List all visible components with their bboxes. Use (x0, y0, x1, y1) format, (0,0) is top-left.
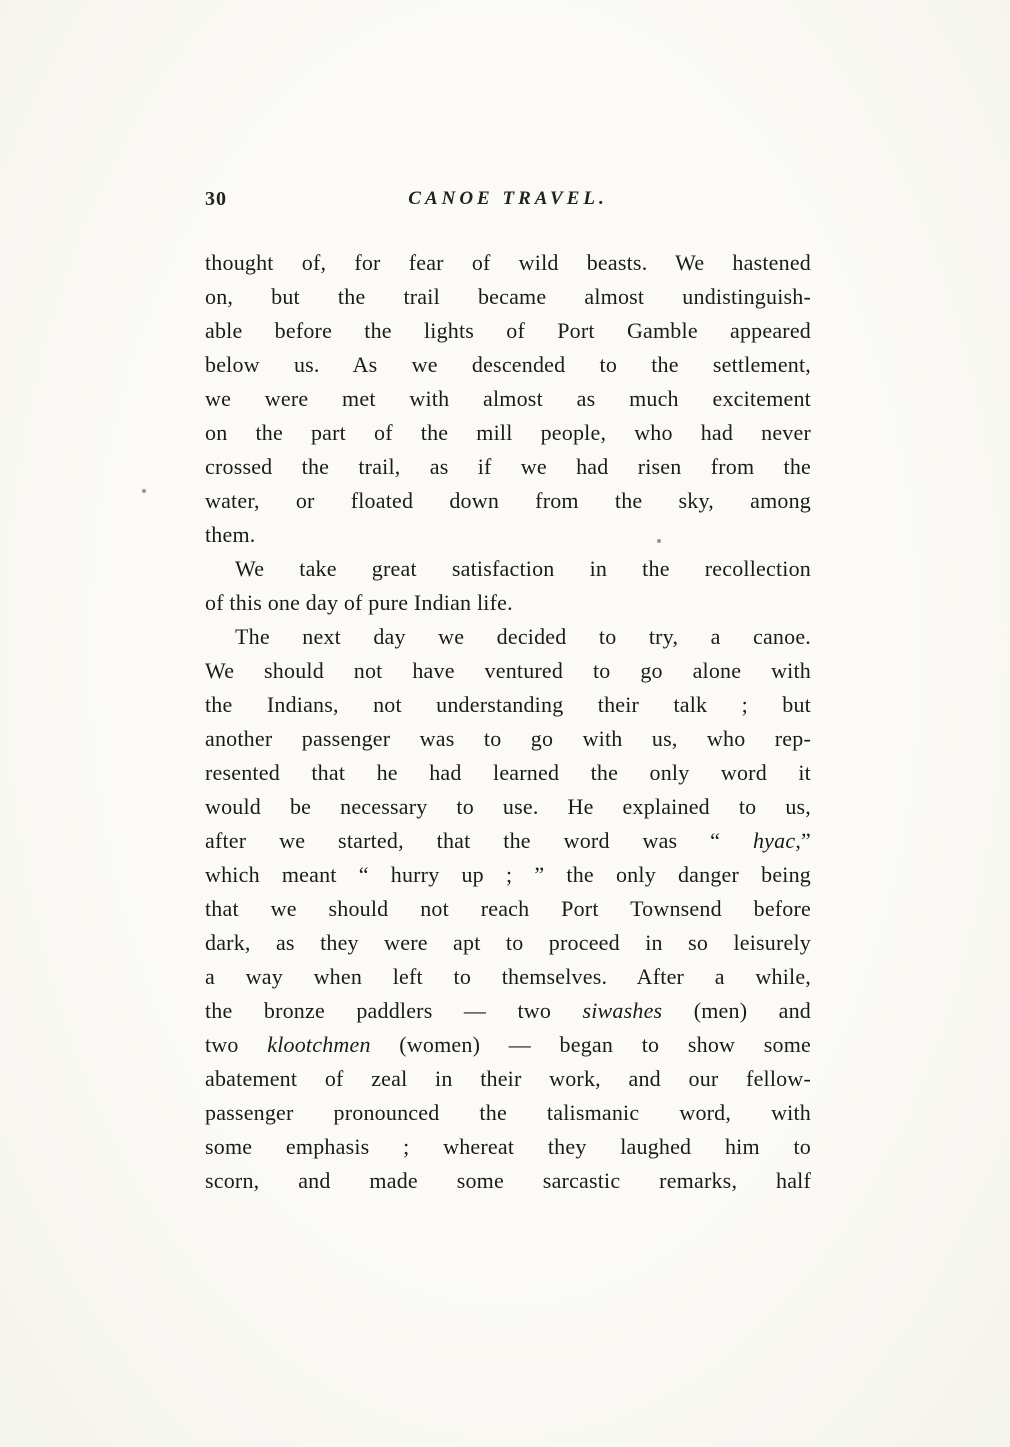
scan-artifact (657, 539, 661, 543)
text-line (205, 484, 811, 518)
text-line (205, 586, 811, 620)
plain-text: we were met with almost as much excitement (205, 386, 811, 411)
italic-text: hyac (752, 828, 796, 853)
page-number: 30 (205, 188, 227, 210)
plain-text: which meant “ hurry up ; ” the only danger being (205, 862, 811, 887)
plain-text: (women) — began to show some (370, 1032, 811, 1057)
text-line (205, 722, 811, 756)
text-line (205, 994, 811, 1028)
text-line (205, 620, 811, 654)
plain-text: dark, as they were apt to proceed in so leisurely (205, 930, 811, 955)
plain-text: the Indians, not understanding their talk ; but (205, 692, 811, 717)
text-line (205, 824, 811, 858)
text-line (205, 1062, 811, 1096)
text-line (205, 246, 811, 280)
plain-text: that we should not reach Port Townsend before (205, 896, 811, 921)
text-line (205, 348, 811, 382)
plain-text: passenger pronounced the talismanic word, with (205, 1100, 811, 1125)
plain-text: thought of, for fear of wild beasts. We hastened (205, 250, 811, 275)
text-line (205, 926, 811, 960)
plain-text: scorn, and made some sarcastic remarks, half (205, 1168, 811, 1193)
text-line (205, 790, 811, 824)
plain-text: would be necessary to use. He explained to us, (205, 794, 811, 819)
text-line (205, 1164, 811, 1198)
italic-text: klootchmen (267, 1032, 371, 1057)
plain-text: on, but the trail became almost undistinguish- (205, 284, 811, 309)
running-title: CANOE TRAVEL. (408, 188, 608, 209)
plain-text: water, or floated down from the sky, among (205, 488, 811, 513)
plain-text: them. (205, 522, 256, 547)
text-line (205, 756, 811, 790)
text-line (205, 450, 811, 484)
plain-text: after we started, that the word was “ (205, 828, 753, 853)
text-line (205, 892, 811, 926)
page-header (205, 188, 811, 214)
text-line (205, 1096, 811, 1130)
plain-text: (men) and (662, 998, 812, 1023)
plain-text: abatement of zeal in their work, and our fellow- (205, 1066, 811, 1091)
plain-text: two (205, 1032, 268, 1057)
plain-text: able before the lights of Port Gamble appeared (205, 318, 811, 343)
plain-text: below us. As we descended to the settlement, (205, 352, 811, 377)
plain-text: crossed the trail, as if we had risen from the (205, 454, 811, 479)
text-line (205, 654, 811, 688)
text-line (205, 1130, 811, 1164)
text-line (205, 416, 811, 450)
plain-text: of this one day of pure Indian life. (205, 590, 513, 615)
text-line (205, 1028, 811, 1062)
text-line (205, 518, 811, 552)
body-text (205, 246, 811, 1198)
plain-text: We should not have ventured to go alone with (205, 658, 811, 683)
plain-text: the bronze paddlers — two (205, 998, 583, 1023)
italic-text: siwashes (582, 998, 663, 1023)
plain-text: ,” (795, 828, 811, 853)
text-line (205, 688, 811, 722)
plain-text: resented that he had learned the only word it (205, 760, 811, 785)
text-line (205, 314, 811, 348)
plain-text: We take great satisfaction in the recollection (235, 556, 811, 581)
text-line (205, 858, 811, 892)
text-line (205, 552, 811, 586)
plain-text: another passenger was to go with us, who rep- (205, 726, 811, 751)
plain-text: some emphasis ; whereat they laughed him to (205, 1134, 811, 1159)
plain-text: a way when left to themselves. After a while, (205, 964, 811, 989)
text-line (205, 280, 811, 314)
plain-text: on the part of the mill people, who had never (205, 420, 811, 445)
scan-artifact (142, 489, 146, 493)
plain-text: The next day we decided to try, a canoe. (235, 624, 811, 649)
text-line (205, 382, 811, 416)
text-line (205, 960, 811, 994)
